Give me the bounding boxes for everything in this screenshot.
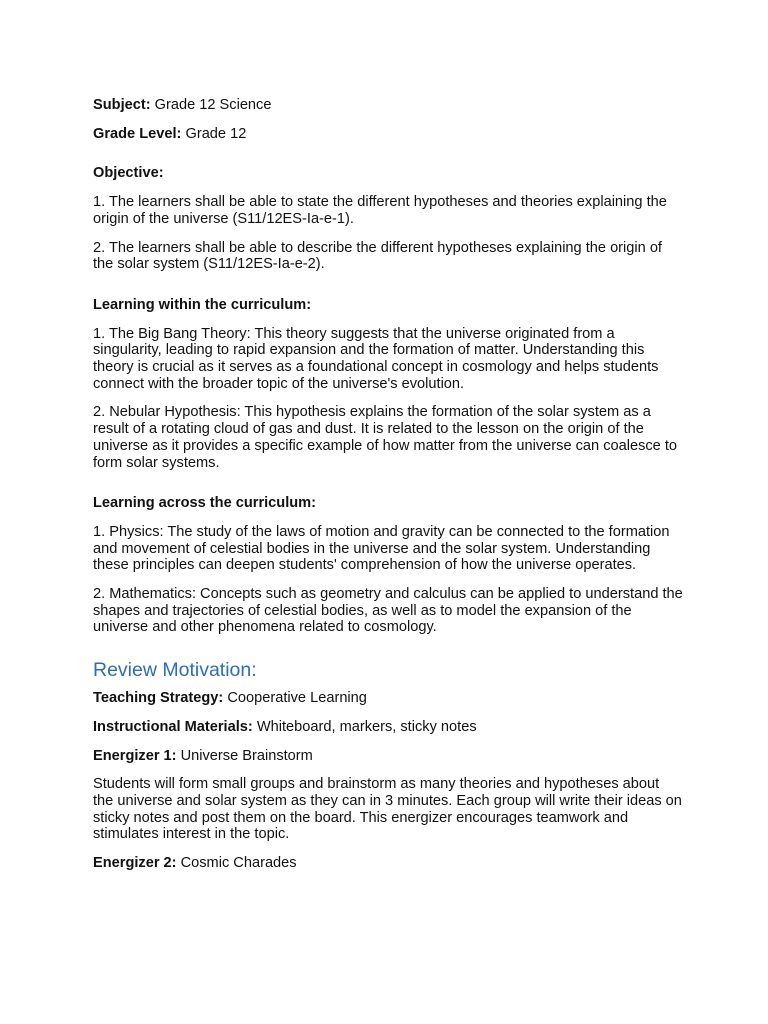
instructional-materials-label: Instructional Materials: — [93, 718, 253, 735]
learning-across-heading-text: Learning across the curriculum: — [93, 495, 317, 512]
instructional-materials-line — [93, 719, 683, 736]
learning-within-heading-text: Learning within the curriculum: — [93, 296, 312, 313]
objective-item-2: 2. The learners shall be able to describe the different hypotheses explaining the origin of the solar system (S11/12ES-Ia-e-2). — [93, 239, 662, 273]
grade-level-line — [93, 126, 683, 143]
objective-item-1: 1. The learners shall be able to state the different hypotheses and theories explaining the origin of the universe (S11/12ES-Ia-e-1). — [93, 194, 667, 227]
objective-heading — [93, 165, 683, 182]
energizer-1-description: Students will form small groups and brainstorm as many theories and hypotheses about the universe and solar system as they can in 3 minutes. Each group will write their ideas on sticky notes and post them on the board. This energizer encourages teamwork and stimulates interest in the topic. — [93, 776, 682, 843]
energizer-1-value: Universe Brainstorm — [180, 747, 313, 764]
subject-line — [93, 97, 683, 114]
learning-within-item-2: 2. Nebular Hypothesis: This hypothesis explains the formation of the solar system as a result of a rotating cloud of gas and dust. It is related to the lesson on the origin of the universe as it provides a specific example of how matter from the universe can coalesce to form solar systems. — [93, 404, 678, 471]
energizer-2-line — [93, 855, 683, 872]
learning-across-item-1: 1. Physics: The study of the laws of motion and gravity can be connected to the formation and movement of celestial bodies in the universe and the solar system. Understanding these principles can deepen students' comprehension of how the universe operates. — [93, 523, 670, 574]
review-motivation-heading: Review Motivation: — [93, 659, 257, 682]
objective-heading-text: Objective: — [93, 165, 164, 182]
learning-within-item-1: 1. The Big Bang Theory: This theory suggests that the universe originated from a singularity, leading to rapid expansion and the formation of matter. Understanding this theory is crucial as it serves as a foundational concept in cosmology and helps students connect with the broader topic of the universe's evolution. — [93, 325, 659, 392]
document-page — [93, 97, 683, 872]
teaching-strategy-line — [93, 690, 683, 707]
subject-label: Subject: — [93, 97, 151, 113]
grade-level-value: Grade 12 — [185, 125, 247, 142]
energizer-1-label: Energizer 1: — [93, 747, 177, 764]
learning-across-heading — [93, 495, 683, 512]
subject-value: Grade 12 Science — [154, 97, 272, 113]
grade-level-label: Grade Level: — [93, 125, 182, 142]
energizer-2-value: Cosmic Charades — [180, 855, 297, 872]
teaching-strategy-value: Cooperative Learning — [227, 690, 367, 707]
learning-across-item-2: 2. Mathematics: Concepts such as geometry and calculus can be applied to understand the shapes and trajectories of celestial bodies, as well as to model the expansion of the universe and other phenomena related to cosmology. — [93, 586, 683, 636]
teaching-strategy-label: Teaching Strategy: — [93, 690, 224, 707]
instructional-materials-value: Whiteboard, markers, sticky notes — [256, 718, 477, 735]
learning-within-heading — [93, 297, 683, 314]
energizer-2-label: Energizer 2: — [93, 855, 177, 872]
energizer-1-line — [93, 748, 683, 765]
